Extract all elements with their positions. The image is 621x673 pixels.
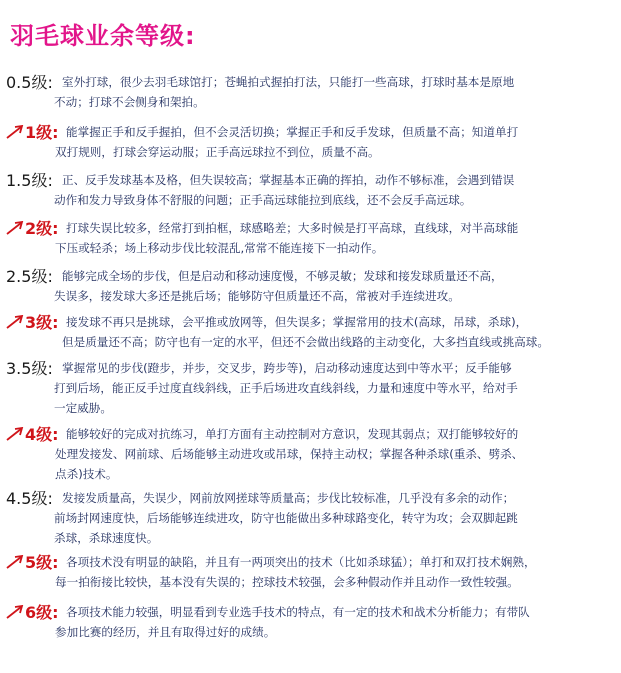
description-line: 处理发接发、网前球、后场能够主动进攻或吊球，保持主动权；掌握各种杀球(重杀、劈杀、 <box>55 447 524 461</box>
level-description <box>55 552 611 592</box>
description-line: 室外打球，很少去羽毛球馆打；苍蝇拍式握拍打法，只能打一些高球，打球时基本是原地 <box>62 75 515 89</box>
level-label: 1.5级: <box>6 171 53 190</box>
description-line: 打到后场，能正反手过度直线斜线，正手后场进攻直线斜线，力量和速度中等水平，给对手 <box>54 381 518 395</box>
level-label: 4.5级: <box>6 489 53 508</box>
arrow-up-right-icon <box>6 555 24 569</box>
level-label: 0.5级: <box>6 73 53 92</box>
page-title: 羽毛球业余等级: <box>10 22 196 50</box>
level-label: 3级: <box>25 313 59 332</box>
level-label: 2级: <box>25 219 59 238</box>
description-line: 能掌握正手和反手握拍，但不会灵活切换；掌握正手和反手发球，但质量不高；知道单打 <box>66 125 519 139</box>
description-line: 各项技术能力较强，明显看到专业选手技术的特点，有一定的技术和战术分析能力；有带队 <box>66 605 530 619</box>
description-line: 打球失误比较多，经常打到拍框，球感略差；大多时候是打平高球，直线球，对半高球能 <box>66 221 519 235</box>
level-description <box>54 170 607 210</box>
description-line: 掌握常见的步伐(蹬步，并步，交叉步，跨步等)，启动移动速度达到中等水平；反手能够 <box>62 361 512 375</box>
level-label: 5级: <box>25 553 59 572</box>
description-line: 每一拍衔接比较快，基本没有失误的；控球技术较强，会多种假动作并且动作一致性较强。 <box>55 575 519 589</box>
arrow-up-right-icon <box>6 427 24 441</box>
description-line: 能够完成全场的步伐，但是启动和移动速度慢，不够灵敏；发球和接发球质量还不高， <box>62 269 503 283</box>
level-description <box>54 488 607 548</box>
level-heading <box>6 422 59 445</box>
level-label: 1级: <box>25 123 59 142</box>
level-heading <box>6 600 59 623</box>
description-line: 发接发质量高，失误少，网前放网搓球等质量高；步伐比较标准，几乎没有多余的动作； <box>62 491 515 505</box>
description-line: 各项技术没有明显的缺陷，并且有一两项突出的技术（比如杀球猛）；单打和双打技术娴熟， <box>66 555 536 569</box>
arrow-up-right-icon <box>6 315 24 329</box>
description-line: 但是质量还不高；防守也有一定的水平，但还不会做出线路的主动变化，大多挡直线或挑高球。 <box>62 335 549 349</box>
level-label: 4级: <box>25 425 59 444</box>
description-line: 双打规则，打球会穿运动服；正手高远球拉不到位，质量不高。 <box>55 145 380 159</box>
description-line: 杀球，杀球速度快。 <box>54 531 159 545</box>
description-line: 失误多，接发球大多还是挑后场；能够防守但质量还不高，常被对手连续进攻。 <box>54 289 460 303</box>
level-heading <box>6 550 59 573</box>
description-line: 能够较好的完成对抗练习，单打方面有主动控制对方意识，发现其弱点；双打能够较好的 <box>66 427 519 441</box>
level-description <box>54 266 607 306</box>
level-description <box>54 72 607 112</box>
arrow-up-right-icon <box>6 221 24 235</box>
description-line: 正、反手发球基本及格，但失误较高；掌握基本正确的挥拍，动作不够标准，会遇到错误 <box>62 173 515 187</box>
level-heading <box>6 216 59 239</box>
description-line: 接发球不再只是挑球，会平推或放网等，但失误多；掌握常用的技术(高球，吊球，杀球)， <box>66 315 528 329</box>
level-description <box>55 218 611 258</box>
level-label: 2.5级: <box>6 267 53 286</box>
description-line: 一定威胁。 <box>54 401 112 415</box>
description-line: 参加比赛的经历，并且有取得过好的成绩。 <box>55 625 276 639</box>
level-description <box>55 602 611 642</box>
arrow-up-right-icon <box>6 605 24 619</box>
description-line: 动作和发力导致身体不舒服的问题；正手高远球能拉到底线，还不会反手高远球。 <box>54 193 472 207</box>
level-description <box>54 358 607 418</box>
level-description <box>62 312 611 352</box>
level-description <box>55 424 611 484</box>
description-line: 点杀)技术。 <box>55 467 118 481</box>
description-line: 前场封网速度快，后场能够连续进攻，防守也能做出多种球路变化，转守为攻；会双脚起跳 <box>54 511 518 525</box>
arrow-up-right-icon <box>6 125 24 139</box>
level-heading <box>6 120 59 143</box>
level-description <box>55 122 611 162</box>
level-heading <box>6 310 59 333</box>
description-line: 不动；打球不会侧身和架拍。 <box>54 95 205 109</box>
level-label: 3.5级: <box>6 359 53 378</box>
level-label: 6级: <box>25 603 59 622</box>
description-line: 下压或轻杀；场上移动步伐比较混乱,常常不能连接下一拍动作。 <box>55 241 384 255</box>
